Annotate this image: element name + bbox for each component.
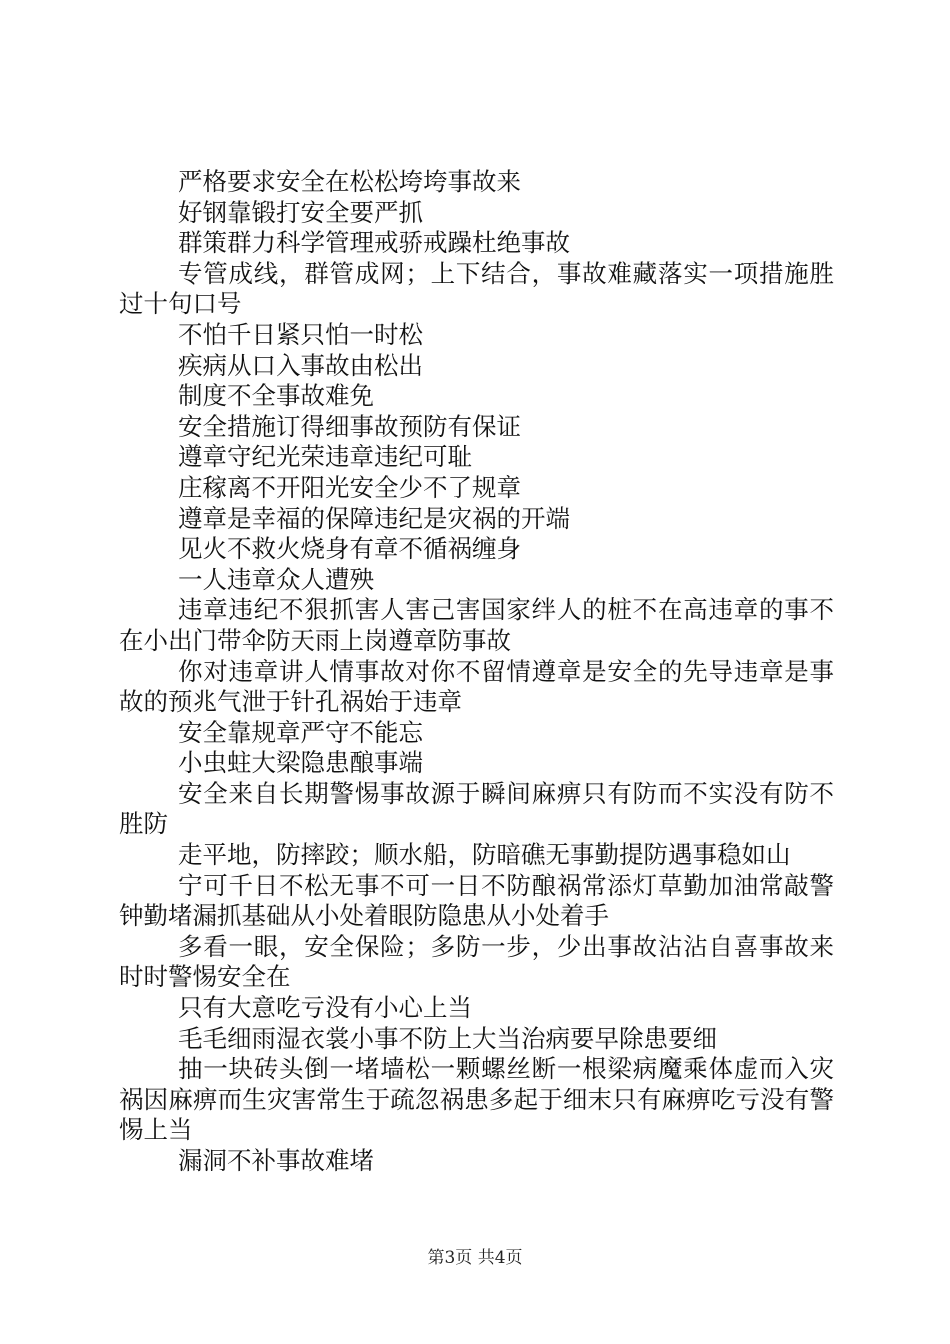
paragraph: 不怕千日紧只怕一时松 [178,319,423,349]
paragraph: 严格要求安全在松松垮垮事故来 [178,167,521,196]
paragraph: 安全来自长期警惕事故源于瞬间麻痹只有防而不实没有防不胜防 [119,778,834,839]
page-footer [0,1243,950,1268]
paragraph: 好钢靠锻打安全要严抓 [178,197,423,227]
paragraph: 抽一块砖头倒一堵墙松一颗螺丝断一根梁病魔乘体虚而入灾祸因麻痹而生灾害常生于疏忽祸患多起于细末只有麻痹吃亏没有警惕上当 [119,1054,834,1145]
paragraph: 疾病从口入事故由松出 [178,350,423,380]
paragraph: 漏洞不补事故难堵 [178,1146,374,1175]
document-body [119,167,834,1177]
paragraph: 制度不全事故难免 [178,381,374,411]
paragraph: 小虫蛀大梁隐患酿事端 [178,748,423,778]
page-number-label: 第3页 共4页 [427,1248,523,1268]
paragraph: 宁可千日不松无事不可一日不防酿祸常添灯草勤加油常敲警钟勤堵漏抓基础从小处着眼防隐患从小处着手 [119,870,834,931]
paragraph: 毛毛细雨湿衣裳小事不防上大当治病要早除患要细 [178,1023,717,1053]
paragraph: 群策群力科学管理戒骄戒躁杜绝事故 [178,228,570,258]
paragraph: 走平地，防摔跤；顺水船，防暗礁无事勤提防遇事稳如山 [178,840,791,870]
paragraph: 见火不救火烧身有章不循祸缠身 [178,534,521,564]
paragraph: 安全靠规章严守不能忘 [178,717,423,747]
paragraph: 专管成线，群管成网；上下结合，事故难藏落实一项措施胜过十句口号 [119,258,834,319]
paragraph: 你对违章讲人情事故对你不留情遵章是安全的先导违章是事故的预兆气泄于针孔祸始于违章 [119,656,834,717]
paragraph: 违章违纪不狠抓害人害己害国家绊人的桩不在高违章的事不在小出门带伞防天雨上岗遵章防事故 [119,595,834,655]
paragraph: 庄稼离不开阳光安全少不了规章 [178,472,521,502]
paragraph: 安全措施订得细事故预防有保证 [178,411,521,441]
paragraph: 遵章是幸福的保障违纪是灾祸的开端 [178,503,570,533]
paragraph: 遵章守纪光荣违章违纪可耻 [178,442,472,472]
paragraph: 只有大意吃亏没有小心上当 [178,993,472,1023]
paragraph: 多看一眼，安全保险；多防一步，少出事故沾沾自喜事故来时时警惕安全在 [119,931,834,992]
paragraph: 一人违章众人遭殃 [178,564,374,594]
